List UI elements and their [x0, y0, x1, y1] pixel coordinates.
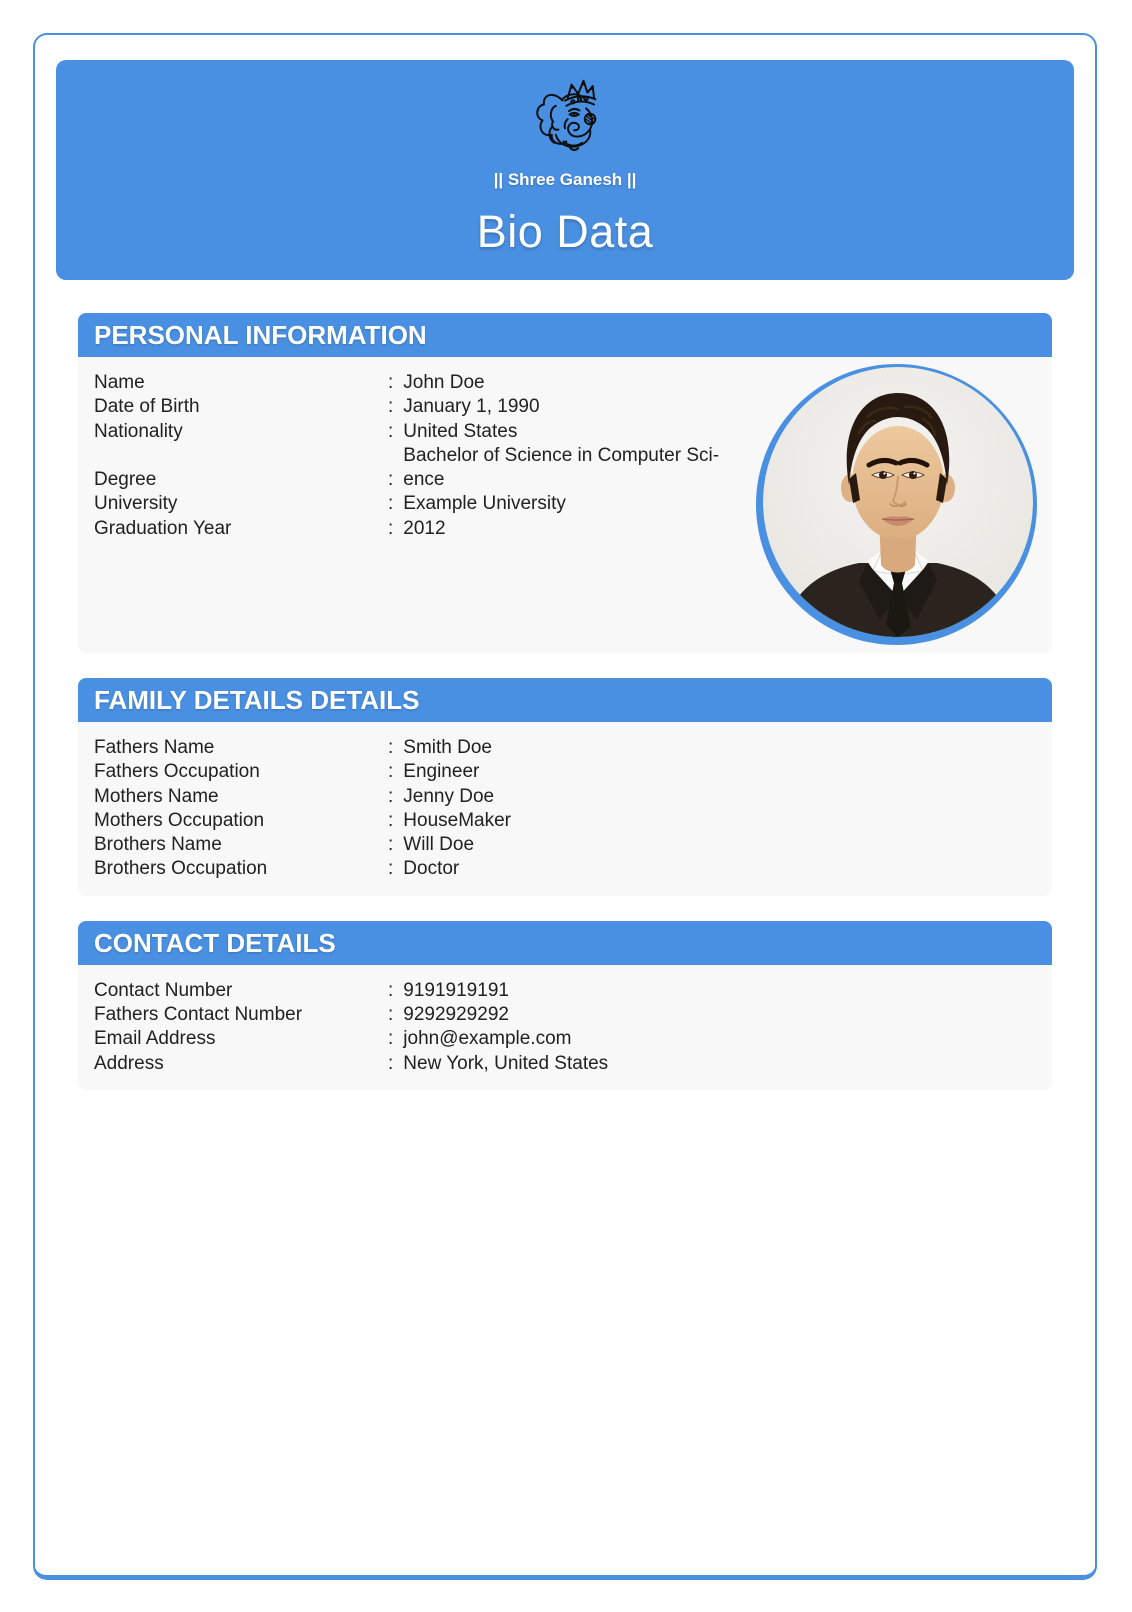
field-label: Brothers Occupation	[94, 858, 268, 880]
field-value: Example University	[403, 493, 566, 515]
field-row-fathers-occupation	[94, 760, 1036, 784]
field-value: New York, United States	[403, 1052, 609, 1074]
field-separator: :	[388, 493, 394, 515]
field-row-contact-number	[94, 979, 1036, 1003]
section-body-contact-details	[78, 965, 1052, 1090]
field-value: 9292929292	[403, 1004, 509, 1026]
page-title: Bio Data	[476, 206, 654, 257]
field-label: Mothers Name	[94, 785, 219, 807]
field-separator: :	[388, 469, 394, 491]
ganesh-icon	[532, 78, 598, 164]
field-separator: :	[388, 785, 394, 807]
field-separator: :	[388, 1052, 394, 1074]
field-value: HouseMaker	[403, 809, 511, 831]
field-separator: :	[388, 396, 394, 418]
personal-fields	[94, 371, 751, 541]
section-body-personal-information	[78, 357, 1052, 653]
section-personal-information	[78, 313, 1052, 653]
field-separator: :	[388, 979, 394, 1001]
field-row-fathers-name	[94, 736, 1036, 760]
field-row-brothers-name	[94, 833, 1036, 857]
profile-photo	[763, 367, 1033, 637]
field-value: Bachelor of Science in Computer Science	[403, 444, 720, 491]
field-label: Date of Birth	[94, 396, 200, 418]
field-value: Will Doe	[403, 834, 475, 856]
field-separator: :	[388, 761, 394, 783]
section-family-details	[78, 678, 1052, 896]
field-label: Nationality	[94, 420, 183, 442]
field-value: January 1, 1990	[403, 396, 540, 418]
field-row-name	[94, 371, 751, 395]
field-row-brothers-occupation	[94, 857, 1036, 881]
section-title-contact-details: CONTACT DETAILS	[78, 921, 1052, 965]
sections-container	[56, 313, 1074, 1090]
field-label: Contact Number	[94, 979, 233, 1001]
field-value: john@example.com	[403, 1028, 572, 1050]
field-label: Brothers Name	[94, 834, 222, 856]
field-row-fathers-contact-number	[94, 1003, 1036, 1027]
field-label: Degree	[94, 469, 157, 491]
field-separator: :	[388, 834, 394, 856]
section-body-family-details	[78, 722, 1052, 896]
section-title-personal-information: PERSONAL INFORMATION	[78, 313, 1052, 357]
field-row-mothers-name	[94, 785, 1036, 809]
field-label: Name	[94, 372, 145, 393]
field-separator: :	[388, 517, 394, 539]
shree-ganesh-text: || Shree Ganesh ||	[493, 170, 637, 189]
field-separator: :	[388, 809, 394, 831]
portrait-image	[763, 367, 1033, 637]
field-row-email-address	[94, 1027, 1036, 1051]
field-label: Fathers Name	[94, 737, 215, 758]
field-label: Fathers Occupation	[94, 761, 260, 783]
field-separator: :	[388, 1004, 394, 1026]
field-value: Doctor	[403, 858, 460, 880]
field-value: United States	[403, 420, 518, 442]
field-value: John Doe	[403, 372, 485, 393]
field-label: Graduation Year	[94, 517, 232, 539]
field-separator: :	[388, 737, 394, 758]
field-row-mothers-occupation	[94, 809, 1036, 833]
field-separator: :	[388, 372, 394, 393]
field-separator: :	[388, 420, 394, 442]
field-label: Mothers Occupation	[94, 809, 265, 831]
section-title-family-details: FAMILY DETAILS DETAILS	[78, 678, 1052, 722]
field-label: University	[94, 493, 178, 515]
field-label: Email Address	[94, 1028, 216, 1050]
field-value: 2012	[403, 517, 446, 539]
field-value: 9191919191	[403, 979, 509, 1001]
field-value: Smith Doe	[403, 737, 492, 758]
field-separator: :	[388, 858, 394, 880]
biodata-header	[56, 60, 1074, 280]
field-row-university	[94, 492, 751, 516]
field-row-address	[94, 1052, 1036, 1076]
field-row-degree	[94, 444, 751, 493]
field-row-graduation-year	[94, 517, 751, 541]
field-label: Address	[94, 1052, 164, 1074]
field-row-nationality	[94, 420, 751, 444]
section-contact-details	[78, 921, 1052, 1090]
field-separator: :	[388, 1028, 394, 1050]
field-value: Jenny Doe	[403, 785, 495, 807]
biodata-card	[33, 33, 1097, 1580]
field-label: Fathers Contact Number	[94, 1004, 303, 1026]
field-row-date-of-birth	[94, 395, 751, 419]
field-value: Engineer	[403, 761, 480, 783]
